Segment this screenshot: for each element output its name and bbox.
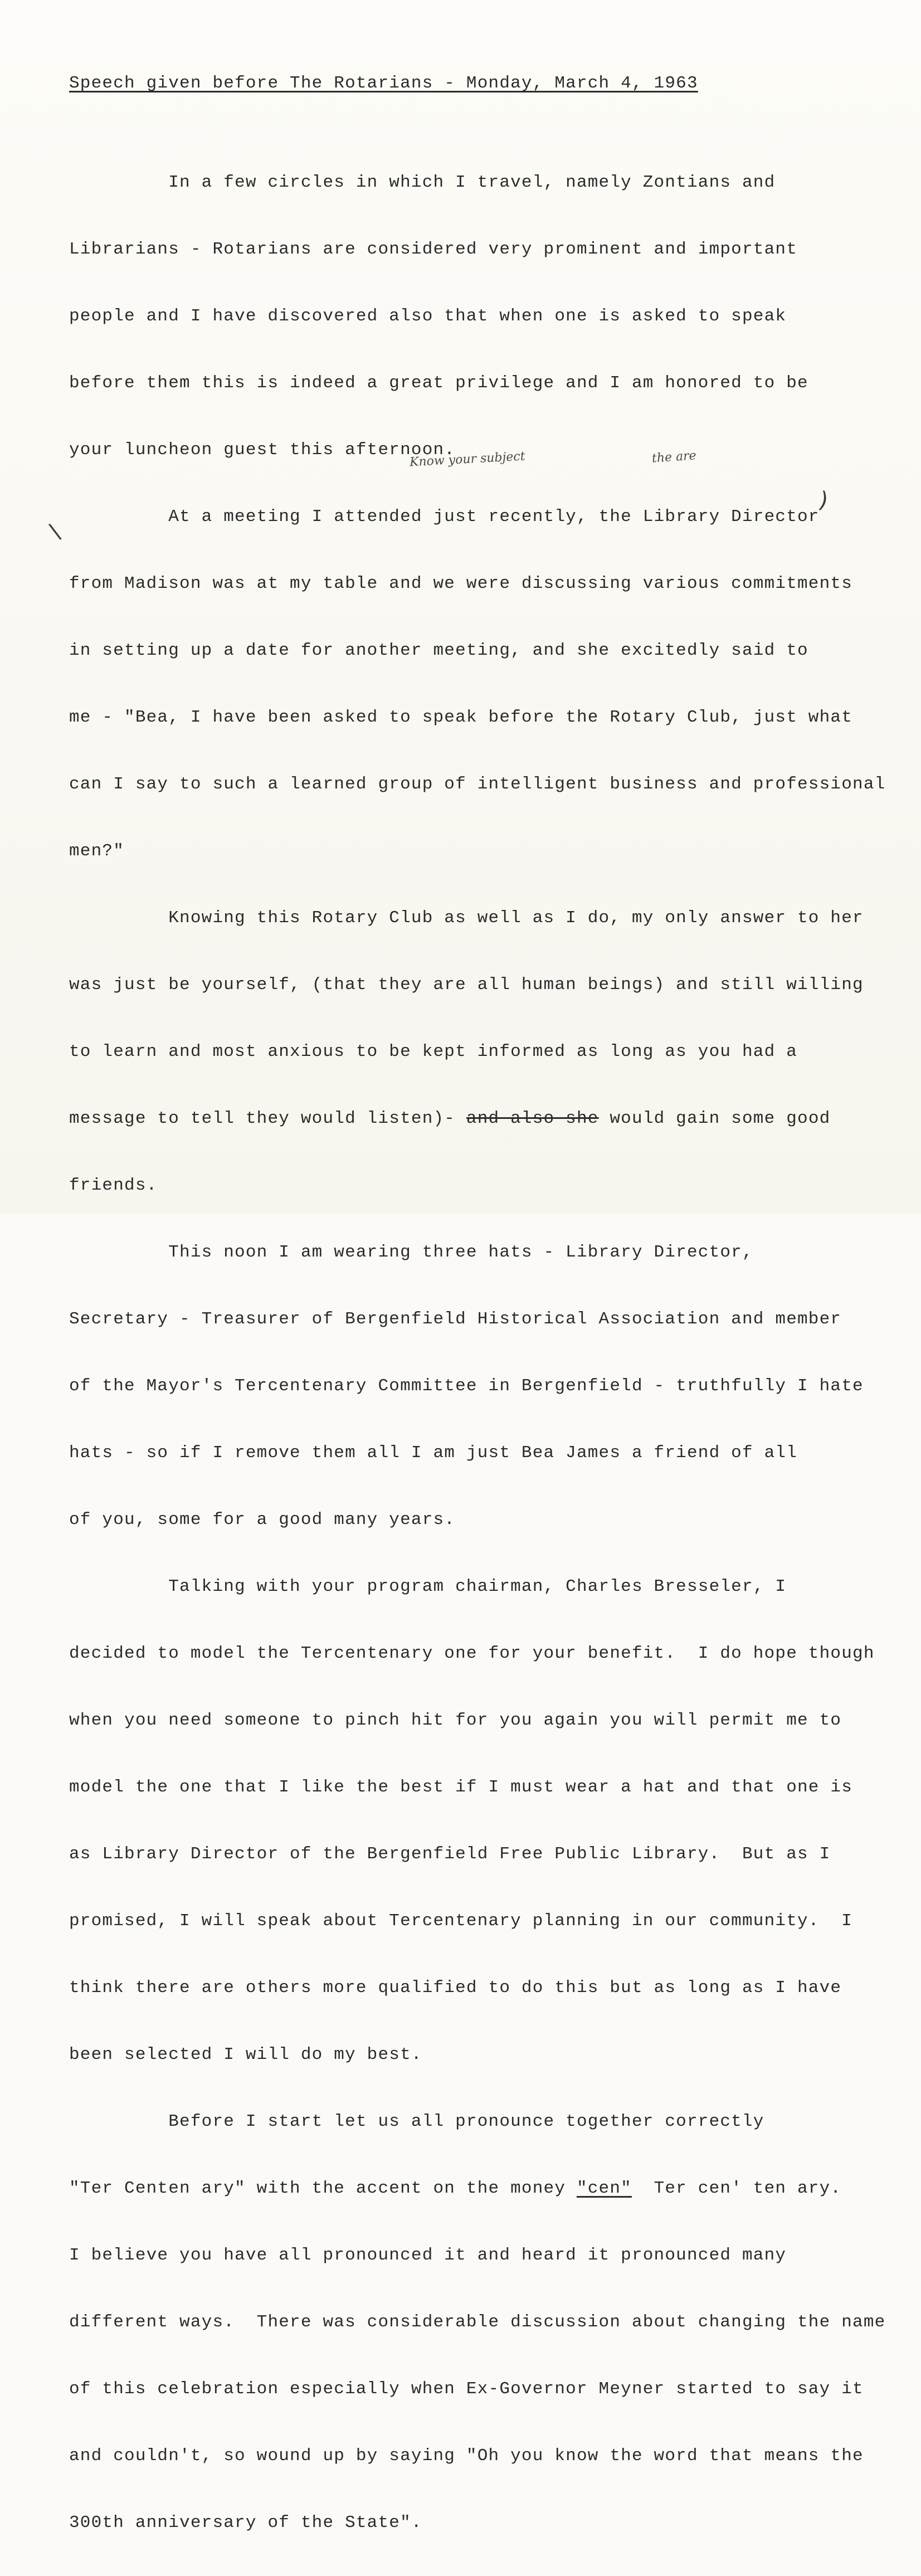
text-line: think there are others more qualified to do this but as long as I have (69, 1978, 842, 1998)
text-line: men?" (69, 841, 125, 861)
text-line: been selected I will do my best. (69, 2045, 422, 2064)
handwritten-annotation: Know your subject (409, 449, 526, 470)
underlined-text: "cen" (576, 2179, 632, 2198)
text-line: Talking with your program chairman, Charles Bresseler, I (69, 1577, 787, 1596)
text-line: your luncheon guest this afternoon. (69, 440, 456, 460)
text-line: when you need someone to pinch hit for you again you will permit me to (69, 1711, 842, 1730)
text-line: people and I have discovered also that when one is asked to speak (69, 306, 787, 326)
text-line: to learn and most anxious to be kept informed as long as you had a (69, 1042, 797, 1061)
text-line: of you, some for a good many years. (69, 1510, 456, 1530)
text-line: as Library Director of the Bergenfield Free Public Library. But as I (69, 1844, 831, 1864)
text-line: different ways. There was considerable discussion about changing the name (69, 2312, 886, 2332)
text-line: In a few circles in which I travel, namely Zontians and (69, 173, 776, 192)
text-line: was just be yourself, (that they are all human beings) and still willing (69, 975, 864, 995)
text-line: from Madison was at my table and we were discussing various commitments (69, 574, 853, 593)
handwritten-annotation: the are (651, 449, 697, 466)
text-line: Secretary - Treasurer of Bergenfield Historical Association and member (69, 1309, 842, 1329)
text-line: Librarians - Rotarians are considered very prominent and important (69, 240, 797, 259)
text-line: 300th anniversary of the State". (69, 2513, 422, 2533)
text-line: me - "Bea, I have been asked to speak before the Rotary Club, just what (69, 708, 853, 727)
document-body (69, 130, 885, 2576)
text-line: "Ter Centen ary" with the accent on the money "cen" Ter cen' ten ary. (69, 2179, 842, 2198)
text-line: promised, I will speak about Tercentenary planning in our community. I (69, 1911, 853, 1931)
text-line: Before I start let us all pronounce together correctly (69, 2112, 764, 2131)
text-line: decided to model the Tercentenary one for your benefit. I do hope though (69, 1644, 875, 1663)
handwritten-bracket: \ (47, 518, 63, 545)
text-line: of this celebration especially when Ex-Governor Meyner started to say it (69, 2379, 864, 2399)
text-line: model the one that I like the best if I must wear a hat and that one is (69, 1778, 853, 1797)
text-line: This noon I am wearing three hats - Library Director, (69, 1243, 753, 1262)
struck-text: and also she (466, 1109, 599, 1128)
text-line: message to tell they would listen)- and also she would gain some good (69, 1109, 831, 1128)
text-line: At a meeting I attended just recently, the Library Director (69, 507, 820, 527)
text-line: can I say to such a learned group of intelligent business and professional (69, 775, 886, 794)
text-line: friends. (69, 1176, 158, 1195)
text-line: hats - so if I remove them all I am just Bea James a friend of all (69, 1443, 797, 1463)
text-line: before them this is indeed a great privilege and I am honored to be (69, 373, 808, 393)
text-line: I believe you have all pronounced it and heard it pronounced many (69, 2246, 787, 2265)
text-line: and couldn't, so wound up by saying "Oh you know the word that means the (69, 2446, 864, 2466)
document-title: Speech given before The Rotarians - Monday, March 4, 1963 (69, 74, 698, 93)
handwritten-bracket: ) (816, 486, 831, 514)
text-line: Knowing this Rotary Club as well as I do, my only answer to her (69, 908, 864, 928)
text-line: in setting up a date for another meeting, and she excitedly said to (69, 641, 808, 660)
text-line: of the Mayor's Tercentenary Committee in Bergenfield - truthfully I hate (69, 1376, 864, 1396)
